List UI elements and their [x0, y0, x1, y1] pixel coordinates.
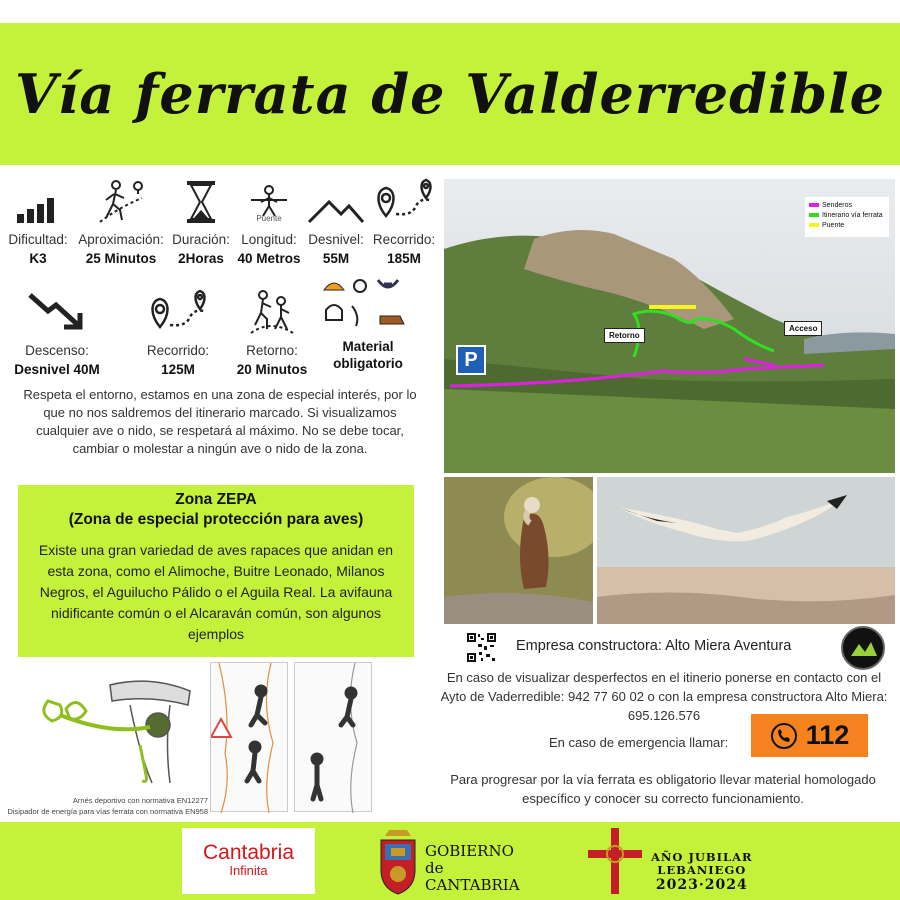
qr-code-icon: [466, 632, 497, 663]
cantabria-logo-line2: Infinita: [229, 863, 268, 878]
stat-label: Recorrido:: [146, 343, 210, 358]
stat-dificultad: [0, 176, 76, 266]
sign-acceso-label: Acceso: [784, 321, 822, 336]
stat-duracion: [163, 176, 239, 266]
legend-item: [809, 211, 885, 221]
stat-label: Desnivel:: [308, 232, 364, 247]
ano-jubilar-logo: [651, 851, 753, 893]
climbing-diagram-1: [210, 662, 288, 812]
zepa-title: Zona ZEPA: [175, 491, 257, 508]
stat-value: 2Horas: [178, 251, 224, 266]
cantabria-logo-line1: Cantabria: [202, 841, 295, 864]
legend-item: [809, 221, 885, 231]
stat-value: Material obligatorio: [333, 339, 403, 371]
page-title: Vía ferrata de Valderredible: [14, 62, 886, 126]
legend-swatch: [809, 203, 819, 207]
gobierno-cantabria-logo: [425, 843, 520, 894]
stat-label: Descenso:: [25, 343, 89, 358]
stat-aproximacion: [78, 176, 164, 266]
gob-line: GOBIERNO: [425, 842, 514, 860]
stat-recorrido-descenso: [140, 287, 216, 377]
climbers-icon: [232, 287, 312, 335]
gob-line: CANTABRIA: [425, 876, 520, 894]
parking-sign: [456, 345, 486, 375]
stat-label: Recorrido:: [372, 232, 436, 247]
stat-label: Duración:: [172, 232, 230, 247]
stat-value: 40 Metros: [237, 251, 301, 266]
zepa-text: Existe una gran variedad de aves rapaces que anidan en esta zona, como el Alimoche, Buitre Leonado, Milanos Negros, el Aguilucho Pálido o el Aguila Real. La avifauna nidificante común o el Alcaraván común, son algunos ejemplos: [38, 542, 394, 642]
emergency-badge: [751, 714, 868, 757]
stat-value: 185M: [387, 251, 421, 266]
emergency-label: En caso de emergencia llamar:: [549, 735, 729, 750]
vulture-photo: [444, 477, 593, 624]
stat-descenso: [12, 287, 102, 377]
route-icon: [366, 176, 442, 224]
parking-label: P: [464, 349, 478, 371]
route-legend: [805, 197, 889, 237]
phone-icon: [770, 722, 798, 750]
hourglass-icon: [163, 176, 239, 224]
signal-bars-icon: [0, 176, 76, 224]
safety-note: Para progresar por la vía ferrata es obligatorio llevar material homologado específico y conocer su correcto funcionamiento.: [450, 772, 876, 806]
legend-swatch: [809, 213, 819, 217]
constructora-label: Empresa constructora: Alto Miera Aventura: [516, 638, 792, 654]
stat-longitud: [231, 176, 307, 266]
title-banner: [0, 23, 900, 165]
emergency-number: 112: [805, 720, 850, 750]
gear-caption-line: Disipador de energía para vías ferrata con normativa EN958: [7, 807, 208, 816]
contact-text: En caso de visualizar desperfectos en el itinerio ponerse en contacto con el Ayto de Vaderredible: 942 77 60 02 o con la empresa constructora Alto Miera: 695.126.576: [440, 670, 888, 723]
zepa-box: [18, 485, 414, 657]
coat-of-arms-icon: [377, 826, 419, 896]
legend-label: Puente: [822, 222, 845, 229]
legend-label: Itinerario vía ferrata: [822, 212, 883, 219]
route-photo: [444, 179, 895, 473]
stat-recorrido: [366, 176, 442, 266]
stat-label: Aproximación:: [78, 232, 164, 247]
vulture-flight-photo: [597, 477, 895, 624]
stat-value: 125M: [161, 362, 195, 377]
alto-miera-logo: [841, 626, 885, 670]
sign-retorno: [604, 331, 645, 340]
stat-label: Longitud:: [241, 232, 297, 247]
gob-line: de: [425, 859, 444, 877]
jubilar-line: 2023·2024: [655, 877, 748, 893]
mountains-icon: [298, 176, 374, 224]
harness-illustration: [20, 665, 210, 795]
stat-retorno: [232, 287, 312, 377]
cross-icon: [586, 826, 644, 896]
stat-label: Dificultad:: [8, 232, 68, 247]
cantabria-infinita-logo: [182, 828, 315, 894]
legend-item: [809, 201, 885, 211]
stat-value: 20 Minutos: [236, 362, 308, 377]
legend-label: Senderos: [822, 202, 852, 209]
climbing-diagram-2: [294, 662, 372, 812]
zepa-subtitle: (Zona de especial protección para aves): [68, 511, 364, 528]
intro-text: Respeta el entorno, estamos en una zona de especial interés, por lo que no nos saldremos del itinerario marcado. Si visualizamos cualquier ave o nido, se respetará al máximo. No se debe tocar, cambiar o molestar a ningún ave o nido de la zona.: [23, 387, 417, 456]
stat-value: 55M: [322, 251, 350, 266]
stat-material: [318, 276, 418, 372]
gear-caption-line: Arnés deportivo con normativa EN12277: [72, 796, 208, 805]
route-icon: [140, 287, 216, 335]
jubilar-line: LEBANIEGO: [657, 863, 747, 877]
gear-caption: [4, 795, 208, 817]
bridge-sublabel: Puente: [256, 214, 282, 223]
gear-kit-icon: [318, 276, 418, 336]
descent-arrow-icon: [12, 287, 102, 335]
jubilar-line: AÑO JUBILAR: [651, 850, 753, 864]
stat-value: Desnivel 40M: [14, 362, 100, 377]
stat-label: Retorno:: [246, 343, 298, 358]
stat-value: 25 Minutos: [85, 251, 157, 266]
hiker-icon: [78, 176, 164, 224]
sign-retorno-label: Retorno: [604, 328, 645, 343]
legend-swatch: [809, 223, 819, 227]
stat-desnivel: [298, 176, 374, 266]
sign-acceso: [784, 324, 822, 333]
stat-value: K3: [29, 251, 47, 266]
